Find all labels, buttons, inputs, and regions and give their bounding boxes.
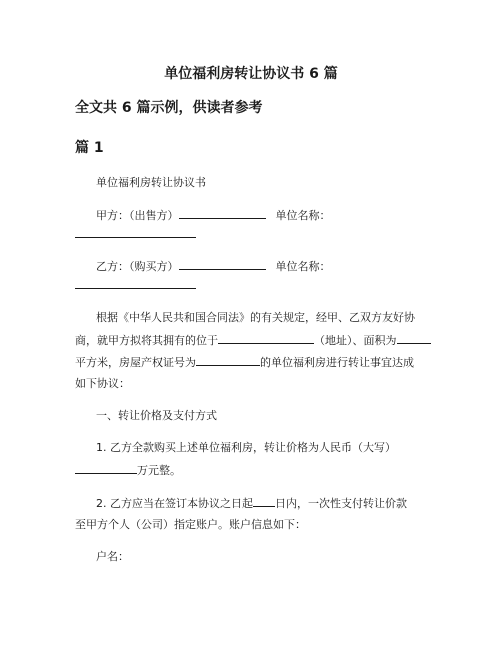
item-2-line-1 xyxy=(96,495,407,512)
account-name-label: 户名： xyxy=(96,550,129,563)
party-a-line xyxy=(96,207,331,224)
party-a-blank xyxy=(179,207,266,219)
intro-line-3 xyxy=(75,354,414,371)
party-b-label: 乙方：（购买方） xyxy=(96,260,179,273)
party-a-unit-label: 单位名称： xyxy=(275,209,331,222)
party-b-line xyxy=(96,258,331,275)
document-title: 单位福利房转让协议书 6 篇 xyxy=(164,66,338,82)
party-b-unit-line xyxy=(75,277,196,294)
intro-text-2b: （地址）、面积为 xyxy=(314,334,397,347)
party-b-unit-blank xyxy=(75,277,196,289)
item-2-text-1b: 日内，一次性支付转让价款 xyxy=(275,497,407,510)
party-b-unit-label: 单位名称： xyxy=(275,260,331,273)
intro-line-1: 根据《中华人民共和国合同法》的有关规定，经甲、乙双方友好协 xyxy=(96,311,415,324)
intro-line-4: 如下协议： xyxy=(75,377,130,390)
price-blank xyxy=(75,462,137,474)
section-heading: 篇 1 xyxy=(75,140,104,156)
party-a-unit-line xyxy=(75,226,196,243)
item-1-line-2 xyxy=(75,462,181,479)
intro-text-3a: 平方米，房屋产权证号为 xyxy=(75,356,196,369)
item-2-line-2: 至甲方个人（公司）指定账户。账户信息如下： xyxy=(75,518,306,531)
clause-heading-1: 一、转让价格及支付方式 xyxy=(96,409,217,422)
item-1-text-2: 万元整。 xyxy=(137,464,181,477)
party-a-label: 甲方：（出售方） xyxy=(96,209,179,222)
item-2-text-1a: 2. 乙方应当在签订本协议之日起 xyxy=(96,497,253,510)
days-blank xyxy=(253,495,275,507)
item-1-line-1: 1. 乙方全款购买上述单位福利房，转让价格为人民币（大写） xyxy=(96,441,396,454)
area-blank xyxy=(397,332,431,344)
party-b-blank xyxy=(179,258,266,270)
party-a-unit-blank xyxy=(75,226,196,238)
address-blank xyxy=(218,332,314,344)
certificate-blank xyxy=(196,354,260,366)
document-subtitle: 全文共 6 篇示例，供读者参考 xyxy=(75,100,263,116)
intro-line-2 xyxy=(75,332,431,349)
intro-text-3b: 的单位福利房进行转让事宜达成 xyxy=(260,356,414,369)
intro-text-2a: 商，就甲方拟将其拥有的位于 xyxy=(75,334,218,347)
agreement-title: 单位福利房转让协议书 xyxy=(96,176,206,189)
